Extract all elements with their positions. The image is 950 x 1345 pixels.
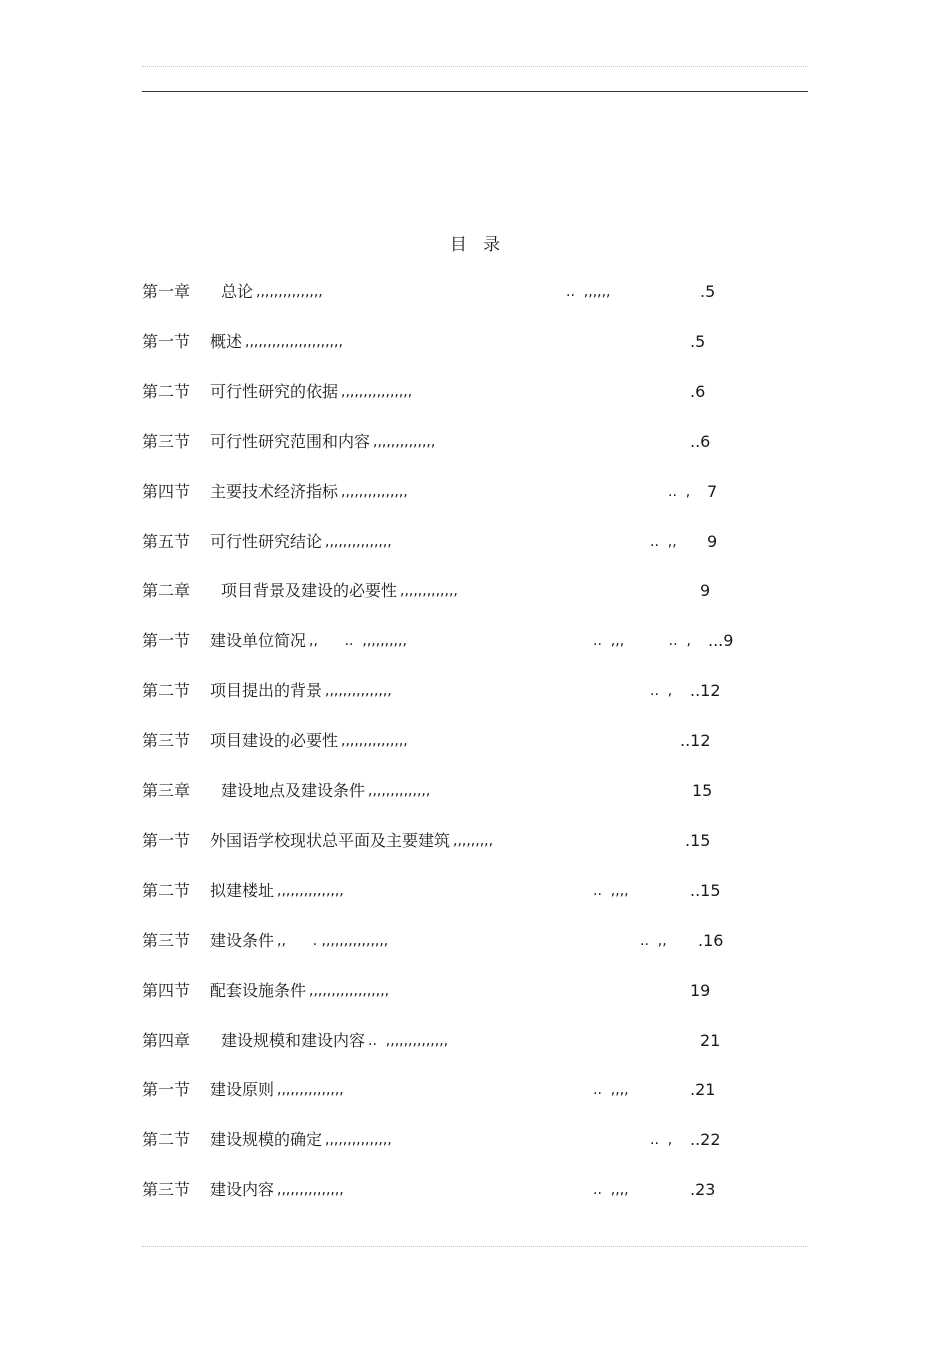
toc-entry-label: 建设内容 [210, 1180, 275, 1200]
toc-entry-leader-trailing: .. ,,, .. , [593, 633, 691, 650]
toc-entry-number: 第二节 [142, 381, 191, 401]
toc-entry-number: 第三节 [142, 731, 191, 751]
toc-entry-number: 第二节 [142, 880, 191, 900]
toc-entry-page: ...9 [708, 631, 734, 651]
toc-entry [0, 1128, 950, 1152]
toc-entry-page: ..6 [690, 431, 711, 451]
toc-entry-leader: ,,,,,,,,,,,,,,, [325, 533, 392, 550]
toc-entry-leader: ,,,,,,,,, [453, 832, 494, 849]
toc-entry-leader: ,,,,,,,,,,,,,,, [277, 882, 344, 899]
toc-entry [0, 330, 950, 354]
toc-entry-label: 外国语学校现状总平面及主要建筑 [210, 830, 451, 850]
toc-entry-page: ..12 [690, 681, 721, 701]
toc-entry-leader: ,,,,,,,,,,,,,,, [325, 683, 392, 700]
toc-entry-page: 19 [690, 980, 711, 1000]
toc-entry-leader: ,,,,,,,,,,,,,,,, [341, 383, 413, 400]
toc-entry-leader-trailing: .. ,,,,,, [566, 284, 611, 300]
toc-entry-label: 建设原则 [210, 1080, 275, 1100]
toc-entry-page: 9 [700, 581, 711, 601]
toc-entry-label: 配套设施条件 [210, 980, 307, 1000]
toc-entry-number: 第三章 [142, 781, 191, 800]
toc-entry-leader: ,, .. ,,,,,,,,,, [309, 633, 407, 650]
toc-entry [0, 679, 950, 703]
toc-entry-leader: .. ,,,,,,,,,,,,,, [368, 1032, 449, 1049]
header-dotted-rule [142, 66, 808, 67]
toc-entry-leader: ,,,,,,,,,,,,,,, [341, 483, 408, 500]
toc-entry-number: 第五节 [142, 531, 191, 551]
toc-entry [0, 879, 950, 903]
toc-entry-page: .15 [685, 830, 711, 850]
toc-entry-leader-trailing: .. , [650, 683, 673, 700]
toc-entry-leader: ,,,,,,,,,,,,,,, [341, 733, 408, 750]
toc-entry-number: 第一节 [142, 830, 191, 850]
toc-entry-label: 主要技术经济指标 [210, 481, 339, 501]
toc-entry-page: ..15 [690, 880, 721, 900]
header-solid-rule [142, 91, 808, 92]
toc-entry-leader-trailing: .. ,, [640, 932, 667, 949]
toc-entry-page: 9 [707, 531, 718, 551]
toc-entry [0, 280, 950, 304]
toc-entry-leader: ,, . ,,,,,,,,,,,,,,, [277, 932, 389, 949]
toc-entry-leader: ,,,,,,,,,,,,,, [373, 433, 436, 450]
toc-entry-leader-trailing: .. ,,,, [593, 1182, 629, 1199]
toc-entry [0, 430, 950, 454]
toc-entry [0, 579, 950, 603]
toc-entry-label: 拟建楼址 [210, 880, 275, 900]
toc-entry-number: 第一章 [142, 282, 191, 301]
toc-entry-label: 总论 [221, 282, 254, 301]
toc-entry-leader-trailing: .. ,, [650, 533, 677, 550]
toc-entry-number: 第三节 [142, 431, 191, 451]
toc-entry-leader: ,,,,,,,,,,,,,,, [325, 1132, 392, 1149]
toc-entry-leader-trailing: .. ,,,, [593, 1082, 629, 1099]
toc-entry-page: ..12 [680, 731, 711, 751]
toc-entry [0, 829, 950, 853]
toc-entry-label: 项目提出的背景 [210, 681, 323, 701]
toc-entry-number: 第三节 [142, 930, 191, 950]
toc-entry [0, 380, 950, 404]
toc-entry-leader: ,,,,,,,,,,,,, [400, 583, 458, 600]
toc-entry [0, 1078, 950, 1102]
toc-entry-label: 建设规模和建设内容 [221, 1030, 366, 1050]
toc-entry-page: ..22 [690, 1130, 721, 1150]
toc-entry-leader: ,,,,,,,,,,,,,,,,,, [309, 982, 390, 999]
toc-entry [0, 1178, 950, 1202]
toc-entry-label: 可行性研究的依据 [210, 381, 339, 401]
toc-entry-page: 21 [700, 1030, 721, 1050]
toc-entry-number: 第三节 [142, 1180, 191, 1200]
toc-entry-label: 项目背景及建设的必要性 [221, 581, 398, 601]
toc-entry-leader-trailing: .. ,,,, [593, 882, 629, 899]
footer-dotted-rule [142, 1246, 808, 1247]
toc-entry-leader: ,,,,,,,,,,,,,, [368, 783, 431, 799]
toc-entry-number: 第一节 [142, 1080, 191, 1100]
toc-entry-leader-trailing: .. , [668, 483, 691, 500]
toc-entry-page: .16 [698, 930, 724, 950]
toc-entry-number: 第一节 [142, 331, 191, 351]
toc-entry-page: .6 [690, 381, 706, 401]
toc-entry [0, 480, 950, 504]
toc-entry-number: 第二章 [142, 581, 191, 601]
toc-entry-number: 第一节 [142, 631, 191, 651]
toc-entry-page: .21 [690, 1080, 716, 1100]
toc-entry-label: 建设地点及建设条件 [221, 781, 366, 800]
toc-entry-leader: ,,,,,,,,,,,,,,, [277, 1182, 344, 1199]
toc-entry-leader: ,,,,,,,,,,,,,,, [277, 1082, 344, 1099]
toc-entry-number: 第四节 [142, 980, 191, 1000]
toc-entry-label: 建设条件 [210, 930, 275, 950]
toc-entry-number: 第二节 [142, 681, 191, 701]
toc-entry-page: .23 [690, 1180, 716, 1200]
toc-entry-label: 建设规模的确定 [210, 1130, 323, 1150]
toc-entry [0, 530, 950, 554]
toc-entry [0, 779, 950, 803]
toc-entry-page: 7 [707, 481, 718, 501]
toc-entry [0, 1029, 950, 1053]
toc-entry-page: .5 [700, 282, 716, 301]
toc-entry [0, 729, 950, 753]
toc-entry-leader: ,,,,,,,,,,,,,,, [256, 284, 323, 300]
toc-entry [0, 979, 950, 1003]
toc-entry-page: 15 [692, 781, 713, 800]
toc-entry [0, 629, 950, 653]
toc-title: 目 录 [449, 235, 501, 255]
toc-entry-label: 可行性研究范围和内容 [210, 431, 371, 451]
toc-entry-leader-trailing: .. , [650, 1132, 673, 1149]
toc-entry-label: 项目建设的必要性 [210, 731, 339, 751]
toc-entry-label: 可行性研究结论 [210, 531, 323, 551]
toc-entry-page: .5 [690, 331, 706, 351]
toc-entry-label: 概述 [210, 331, 243, 351]
toc-entry-leader: ,,,,,,,,,,,,,,,,,,,,,, [245, 333, 343, 350]
toc-entry-number: 第四节 [142, 481, 191, 501]
toc-entry-label: 建设单位简况 [210, 631, 307, 651]
toc-entry [0, 929, 950, 953]
toc-entry-number: 第二节 [142, 1130, 191, 1150]
toc-entry-number: 第四章 [142, 1030, 191, 1050]
